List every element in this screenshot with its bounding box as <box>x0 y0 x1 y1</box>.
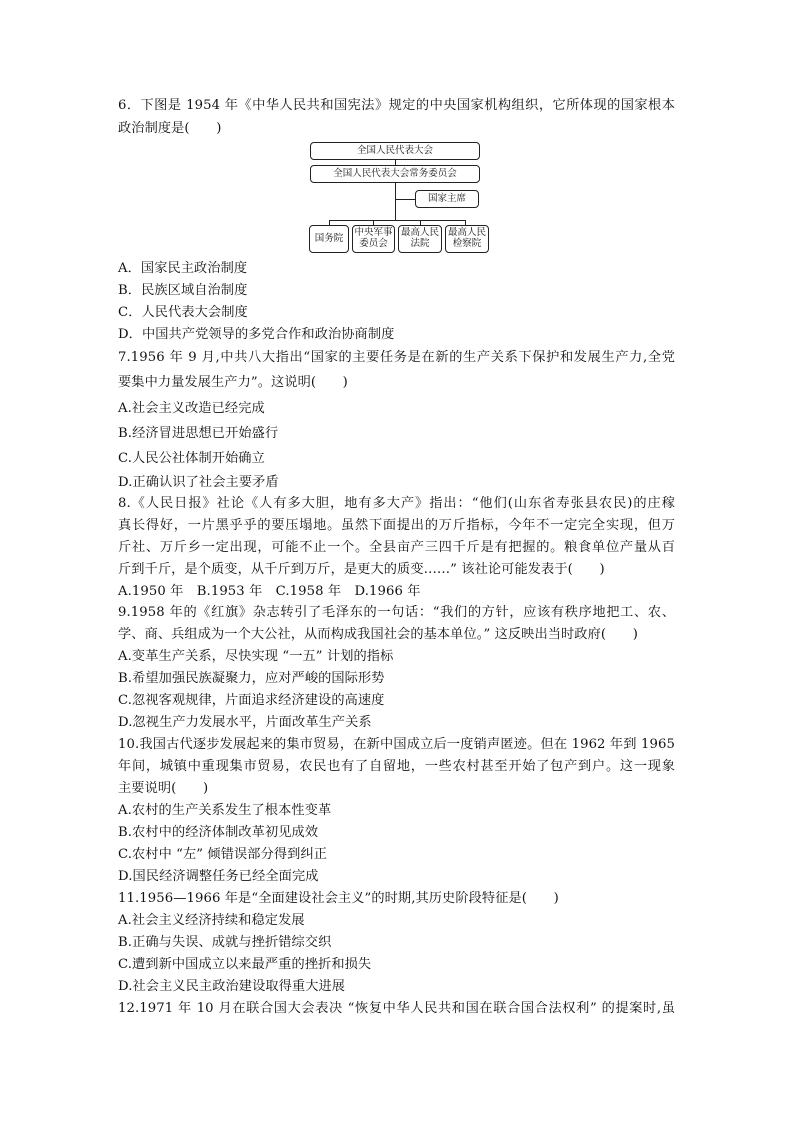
diagram-supreme-court-box: 最高人民 法院 <box>398 225 442 253</box>
q6-stem-line2: 政治制度是( ) <box>118 121 222 136</box>
q8-stem-line3: 斤社、万斤乡一定出现，可能不止一个。全县亩产三四千斤是有把握的。粮食单位产量从百 <box>118 540 675 555</box>
diagram-military-commission-box: 中央军事 委员会 <box>352 225 395 253</box>
q11-option-a[interactable]: A.社会主义经济持续和稳定发展 <box>118 913 305 928</box>
q9-option-d[interactable]: D.忽视生产力发展水平，片面改革生产关系 <box>118 715 372 730</box>
q6-option-c[interactable]: C．人民代表大会制度 <box>118 305 248 320</box>
q9-option-a[interactable]: A.变革生产关系，尽快实现 “一五” 计划的指标 <box>118 649 394 664</box>
q10-option-c[interactable]: C.农村中 “左” 倾错误部分得到纠正 <box>118 847 328 862</box>
q10-option-d[interactable]: D.国民经济调整任务已经全面完成 <box>118 869 319 884</box>
q11-option-d[interactable]: D.社会主义民主政治建设取得重大进展 <box>118 979 346 994</box>
diagram-standing-committee-box: 全国人民代表大会常务委员会 <box>310 165 480 183</box>
q11-option-b[interactable]: B.正确与失误、成就与挫折错综交织 <box>118 935 332 950</box>
q8-stem-line2: 真长得好，一片黑乎乎的要压塌地。虽然下面提出的万斤指标，今年不一定完全实现，但万 <box>118 518 675 533</box>
diagram-connector <box>395 199 415 200</box>
q12-stem-line1: 12.1971 年 10 月在联合国大会表决 “恢复中华人民共和国在联合国合法权利” 的提案时,虽 <box>118 1001 675 1016</box>
q7-option-d[interactable]: D.正确认识了社会主要矛盾 <box>118 475 279 490</box>
diagram-state-council-box: 国务院 <box>309 225 349 253</box>
diagram-connector <box>329 220 465 221</box>
q9-stem-line1: 9.1958 年的《红旗》杂志转引了毛泽东的一句话：“我们的方针，应该有秩序地把工、农、 <box>118 605 675 620</box>
diagram-president-box: 国家主席 <box>415 190 479 208</box>
diagram-procuratorate-box: 最高人民 检察院 <box>445 225 489 253</box>
q7-stem-line1: 7.1956 年 9 月,中共八大指出“国家的主要任务是在新的生产关系下保护和发展生产力,全党 <box>118 350 675 365</box>
q11-option-c[interactable]: C.遭到新中国成立以来最严重的挫折和损失 <box>118 957 372 972</box>
q10-option-a[interactable]: A.农村的生产关系发生了根本性变革 <box>118 803 332 818</box>
diagram-npc-box: 全国人民代表大会 <box>310 142 480 160</box>
q9-option-b[interactable]: B.希望加强民族凝聚力，应对严峻的国际形势 <box>118 671 385 686</box>
q7-option-a[interactable]: A.社会主义改造已经完成 <box>118 401 265 416</box>
q6-stem-line1: 6．下图是 1954 年《中华人民共和国宪法》规定的中央国家机构组织，它所体现的国家根本 <box>118 98 675 113</box>
q8-options[interactable]: A.1950 年 B.1953 年 C.1958 年 D.1966 年 <box>118 584 421 599</box>
q9-option-c[interactable]: C.忽视客观规律，片面追求经济建设的高速度 <box>118 693 385 708</box>
q6-option-a[interactable]: A．国家民主政治制度 <box>118 261 248 276</box>
q7-stem-line2: 要集中力量发展生产力”。这说明( ) <box>118 375 348 390</box>
q10-stem-line1: 10.我国古代逐步发展起来的集市贸易，在新中国成立后一度销声匿迹。但在 1962 年到 1965 <box>118 737 675 752</box>
q10-stem-line2: 年间，城镇中重现集市贸易，农民也有了自留地，一些农村甚至开始了包产到户。这一现象 <box>118 759 675 774</box>
q8-stem-line1: 8.《人民日报》社论《人有多大胆，地有多大产》指出：“他们(山东省寿张县农民)的庄稼 <box>118 496 675 511</box>
diagram-connector <box>395 183 396 220</box>
q6-option-b[interactable]: B．民族区域自治制度 <box>118 283 248 298</box>
state-organization-diagram <box>300 140 490 258</box>
q9-stem-line2: 学、商、兵组成为一个大公社，从而构成我国社会的基本单位。” 这反映出当时政府( ) <box>118 627 638 642</box>
q11-stem-line1: 11.1956—1966 年是“全面建设社会主义”的时期,其历史阶段特征是( ) <box>118 891 559 906</box>
q7-option-b[interactable]: B.经济冒进思想已开始盛行 <box>118 426 279 441</box>
q10-option-b[interactable]: B.农村中的经济体制改革初见成效 <box>118 825 319 840</box>
q10-stem-line3: 主要说明( ) <box>118 781 209 796</box>
q8-stem-line4: 斤到千斤，是个质变，从千斤到万斤，是更大的质变……” 该社论可能发表于( ) <box>118 562 605 577</box>
q6-option-d[interactable]: D．中国共产党领导的多党合作和政治协商制度 <box>118 327 395 342</box>
q7-option-c[interactable]: C.人民公社体制开始确立 <box>118 451 265 466</box>
